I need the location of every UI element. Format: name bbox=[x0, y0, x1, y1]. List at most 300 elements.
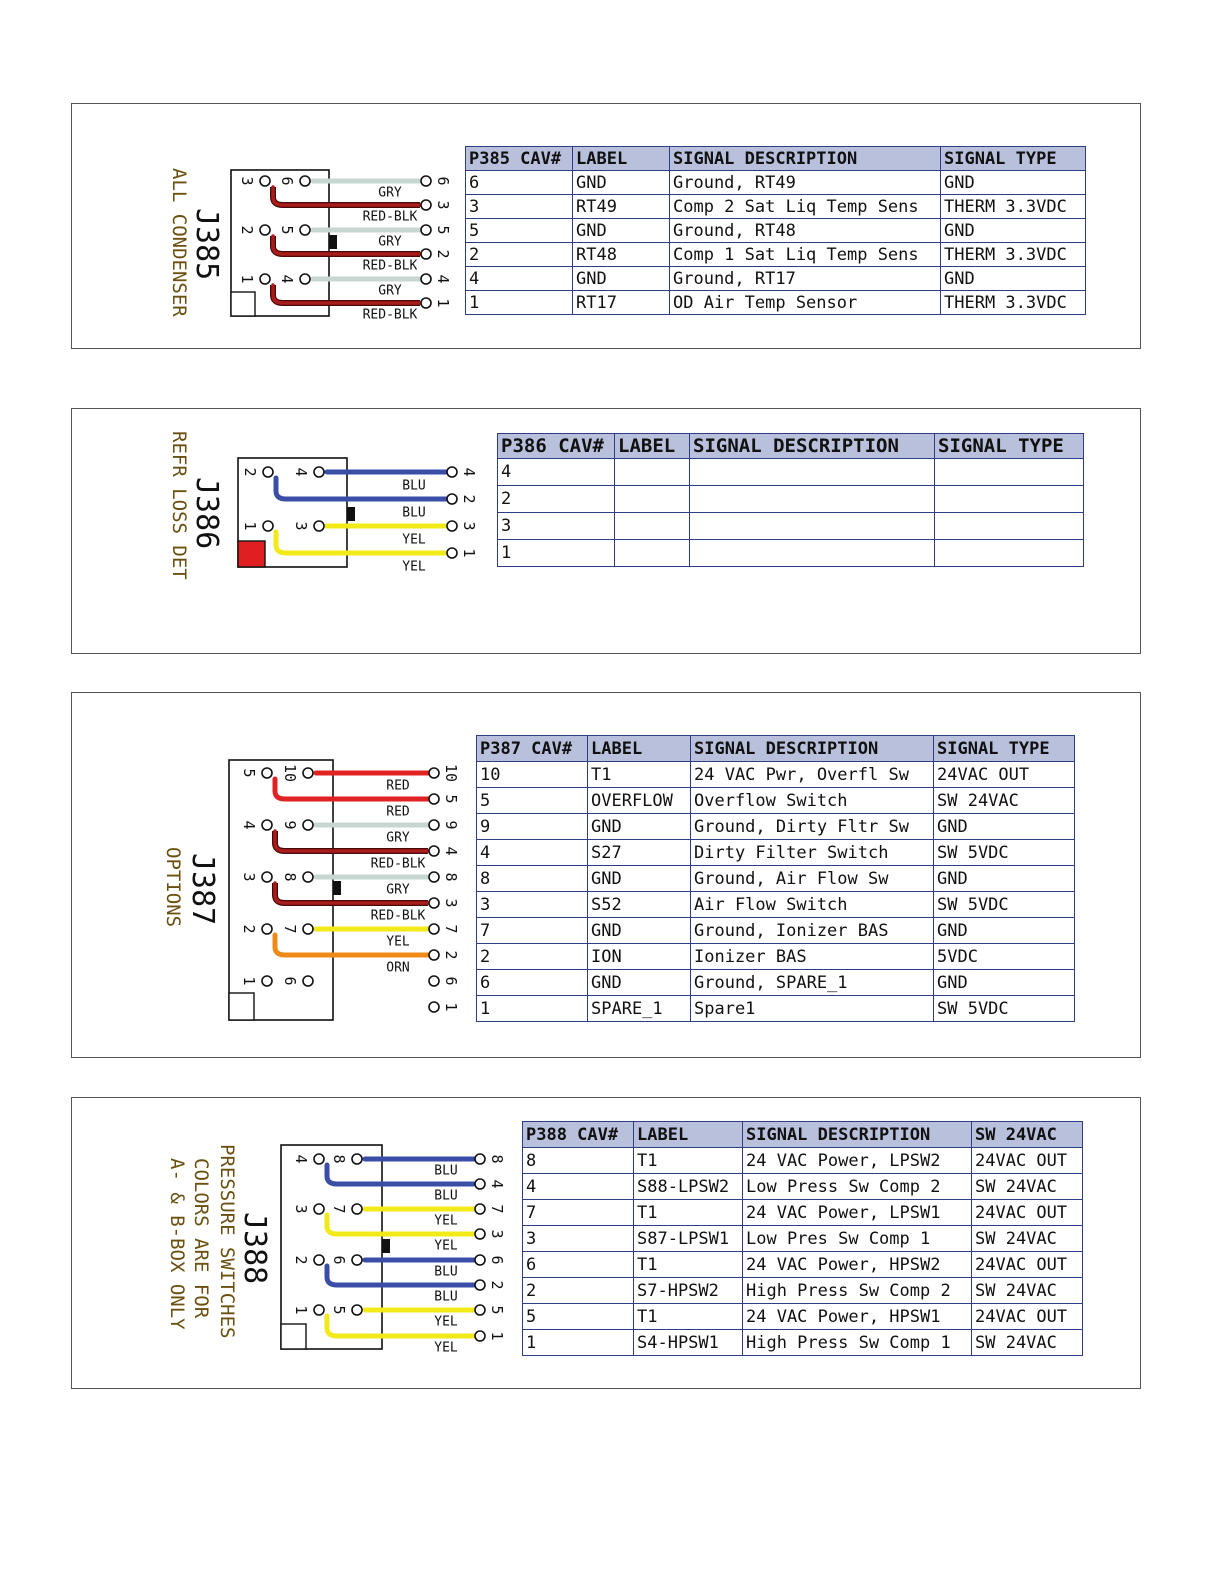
connector-key bbox=[281, 1324, 306, 1349]
header-pin-number: 1 bbox=[442, 1002, 460, 1012]
column-header: LABEL bbox=[615, 434, 690, 459]
table-cell: 7 bbox=[523, 1200, 634, 1226]
table-cell: OD Air Temp Sensor bbox=[670, 291, 941, 315]
table-cell: GND bbox=[588, 814, 691, 840]
header-pin-number: 5 bbox=[434, 225, 452, 235]
table-cell: Low Press Sw Comp 2 bbox=[743, 1174, 972, 1200]
table-cell bbox=[615, 486, 690, 513]
header-pin-number: 4 bbox=[488, 1179, 506, 1189]
table-row bbox=[466, 171, 1086, 195]
table-cell: Ground, Dirty Fltr Sw bbox=[691, 814, 934, 840]
table-cell: S52 bbox=[588, 892, 691, 918]
column-header: SIGNAL DESCRIPTION bbox=[670, 147, 941, 171]
table-cell: S88-LPSW2 bbox=[634, 1174, 743, 1200]
header-pin bbox=[429, 924, 439, 934]
housing-pin-number: 1 bbox=[292, 1305, 310, 1315]
table-cell: S27 bbox=[588, 840, 691, 866]
column-header: SIGNAL DESCRIPTION bbox=[743, 1122, 972, 1148]
wire-color-label: RED-BLK bbox=[362, 307, 418, 323]
housing-pin bbox=[303, 976, 313, 986]
table-row bbox=[466, 267, 1086, 291]
table-cell: 24 VAC Power, HPSW2 bbox=[743, 1252, 972, 1278]
table-cell bbox=[935, 459, 1084, 486]
table-row bbox=[498, 513, 1084, 540]
panel-j388 bbox=[71, 1097, 1141, 1389]
table-row bbox=[477, 892, 1075, 918]
table-cell: SW 5VDC bbox=[934, 996, 1075, 1022]
header-pin-number: 10 bbox=[442, 763, 460, 783]
wire-color-label: GRY bbox=[386, 830, 410, 846]
table-cell: GND bbox=[934, 866, 1075, 892]
table-row bbox=[477, 970, 1075, 996]
table-cell: Overflow Switch bbox=[691, 788, 934, 814]
connector-subtitle: ALL CONDENSER bbox=[168, 168, 190, 317]
table-row bbox=[523, 1304, 1083, 1330]
table-cell: 24 VAC Power, LPSW1 bbox=[743, 1200, 972, 1226]
connector-subtitle: A- & B-BOX ONLY bbox=[166, 1158, 188, 1330]
housing-pin-number: 8 bbox=[281, 872, 299, 882]
wire-color-label: RED bbox=[386, 778, 410, 794]
header-pin bbox=[429, 768, 439, 778]
header-pin-number: 4 bbox=[460, 467, 478, 477]
table-cell: 5 bbox=[466, 219, 573, 243]
header-pin bbox=[421, 298, 431, 308]
header-pin-number: 1 bbox=[488, 1331, 506, 1341]
wire-color-label: RED-BLK bbox=[370, 856, 426, 872]
column-header: SW 24VAC bbox=[972, 1122, 1083, 1148]
table-cell bbox=[935, 513, 1084, 540]
table-cell: 24VAC OUT bbox=[934, 762, 1075, 788]
wire-color-label: YEL bbox=[402, 559, 426, 575]
housing-pin bbox=[300, 225, 310, 235]
column-header: LABEL bbox=[573, 147, 670, 171]
table-cell: SW 24VAC bbox=[972, 1174, 1083, 1200]
connector-latch bbox=[347, 507, 355, 521]
table-cell: THERM 3.3VDC bbox=[941, 291, 1086, 315]
connector-key bbox=[238, 541, 265, 567]
table-cell: GND bbox=[941, 219, 1086, 243]
table-row bbox=[523, 1330, 1083, 1356]
table-cell: T1 bbox=[588, 762, 691, 788]
table-cell: 8 bbox=[477, 866, 588, 892]
wire-color-label: YEL bbox=[434, 1314, 458, 1330]
table-cell bbox=[935, 486, 1084, 513]
housing-pin bbox=[314, 521, 324, 531]
table-cell: SW 24VAC bbox=[972, 1330, 1083, 1356]
signal-table-p387 bbox=[476, 735, 1075, 1022]
housing-pin-number: 4 bbox=[292, 1154, 310, 1164]
table-cell: Ground, RT48 bbox=[670, 219, 941, 243]
header-pin bbox=[429, 846, 439, 856]
table-cell: T1 bbox=[634, 1252, 743, 1278]
table-cell: RT49 bbox=[573, 195, 670, 219]
table-cell: 24VAC OUT bbox=[972, 1200, 1083, 1226]
housing-pin bbox=[314, 1204, 324, 1214]
table-cell: GND bbox=[573, 171, 670, 195]
housing-pin-number: 5 bbox=[278, 225, 296, 235]
header-pin-number: 2 bbox=[434, 249, 452, 259]
housing-pin bbox=[314, 467, 324, 477]
table-cell: 8 bbox=[523, 1148, 634, 1174]
panel-j386 bbox=[71, 408, 1141, 654]
table-cell: SPARE_1 bbox=[588, 996, 691, 1022]
housing-pin-number: 6 bbox=[278, 176, 296, 186]
housing-pin bbox=[352, 1154, 362, 1164]
housing-pin-number: 2 bbox=[292, 1255, 310, 1265]
connector-key bbox=[229, 993, 254, 1020]
housing-pin-number: 1 bbox=[240, 976, 258, 986]
wire-color-label: RED-BLK bbox=[362, 258, 418, 274]
connector-subtitle: PRESSURE SWITCHES bbox=[216, 1144, 238, 1339]
table-cell: 6 bbox=[466, 171, 573, 195]
header-pin-number: 2 bbox=[488, 1280, 506, 1290]
header-pin-number: 3 bbox=[434, 200, 452, 210]
header-pin bbox=[447, 467, 457, 477]
table-cell bbox=[615, 540, 690, 567]
panel-j387 bbox=[71, 692, 1141, 1058]
housing-pin-number: 9 bbox=[281, 820, 299, 830]
table-cell: ION bbox=[588, 944, 691, 970]
housing-pin bbox=[352, 1204, 362, 1214]
header-pin-number: 7 bbox=[488, 1204, 506, 1214]
connector-title: J387 bbox=[185, 853, 220, 926]
table-row bbox=[523, 1226, 1083, 1252]
housing-pin bbox=[303, 820, 313, 830]
header-pin bbox=[475, 1255, 485, 1265]
table-row bbox=[466, 291, 1086, 315]
table-cell: Ground, RT17 bbox=[670, 267, 941, 291]
header-pin-number: 3 bbox=[488, 1229, 506, 1239]
table-cell: Air Flow Switch bbox=[691, 892, 934, 918]
header-pin-number: 4 bbox=[434, 274, 452, 284]
housing-pin bbox=[314, 1255, 324, 1265]
table-cell: T1 bbox=[634, 1148, 743, 1174]
column-header: P385 CAV# bbox=[466, 147, 573, 171]
table-cell: RT17 bbox=[573, 291, 670, 315]
table-cell: SW 24VAC bbox=[934, 788, 1075, 814]
wire-color-label: BLU bbox=[434, 1289, 458, 1305]
wire-color-label: ORN bbox=[386, 960, 410, 976]
table-cell: Ionizer BAS bbox=[691, 944, 934, 970]
table-cell: 24 VAC Power, HPSW1 bbox=[743, 1304, 972, 1330]
header-pin bbox=[475, 1179, 485, 1189]
wire-color-label: BLU bbox=[402, 505, 426, 521]
housing-pin bbox=[300, 274, 310, 284]
wire-color-label: BLU bbox=[434, 1163, 458, 1179]
housing-pin bbox=[352, 1255, 362, 1265]
header-pin-number: 1 bbox=[460, 548, 478, 558]
housing-pin bbox=[303, 768, 313, 778]
table-cell: RT48 bbox=[573, 243, 670, 267]
column-header: P387 CAV# bbox=[477, 736, 588, 762]
table-cell: GND bbox=[934, 970, 1075, 996]
wire-color-label: YEL bbox=[402, 532, 426, 548]
table-cell bbox=[690, 486, 935, 513]
table-row bbox=[523, 1252, 1083, 1278]
table-cell: 24VAC OUT bbox=[972, 1148, 1083, 1174]
table-cell: 7 bbox=[477, 918, 588, 944]
wire-color-label: YEL bbox=[434, 1238, 458, 1254]
wire-color-label: BLU bbox=[402, 478, 426, 494]
housing-pin bbox=[314, 1305, 324, 1315]
table-cell bbox=[935, 540, 1084, 567]
table-cell: SW 5VDC bbox=[934, 840, 1075, 866]
header-pin-number: 4 bbox=[442, 846, 460, 856]
header-pin bbox=[475, 1229, 485, 1239]
table-cell: SW 5VDC bbox=[934, 892, 1075, 918]
connector-latch bbox=[333, 881, 341, 895]
table-cell: S7-HPSW2 bbox=[634, 1278, 743, 1304]
housing-pin-number: 4 bbox=[292, 467, 310, 477]
table-cell: 9 bbox=[477, 814, 588, 840]
header-pin bbox=[475, 1331, 485, 1341]
table-row bbox=[466, 219, 1086, 243]
wire-color-label: GRY bbox=[378, 283, 402, 299]
table-cell: 4 bbox=[498, 459, 615, 486]
table-row bbox=[523, 1200, 1083, 1226]
signal-table-p385 bbox=[465, 146, 1086, 315]
table-cell: 24 VAC Power, LPSW2 bbox=[743, 1148, 972, 1174]
table-cell bbox=[690, 513, 935, 540]
table-cell bbox=[615, 459, 690, 486]
wire-color-label: YEL bbox=[386, 934, 410, 950]
housing-pin bbox=[262, 976, 272, 986]
table-cell: 2 bbox=[498, 486, 615, 513]
housing-pin-number: 5 bbox=[330, 1305, 348, 1315]
header-pin bbox=[421, 176, 431, 186]
housing-pin-number: 2 bbox=[238, 225, 256, 235]
header-pin bbox=[475, 1305, 485, 1315]
table-cell: 3 bbox=[523, 1226, 634, 1252]
header-pin-number: 2 bbox=[442, 950, 460, 960]
table-cell: SW 24VAC bbox=[972, 1278, 1083, 1304]
table-cell: Ground, Ionizer BAS bbox=[691, 918, 934, 944]
connector-subtitle: REFR LOSS DET bbox=[168, 431, 190, 580]
connector-title: J388 bbox=[237, 1212, 272, 1285]
header-pin bbox=[429, 898, 439, 908]
table-cell: 3 bbox=[466, 195, 573, 219]
table-cell: Ground, SPARE_1 bbox=[691, 970, 934, 996]
table-cell: High Press Sw Comp 1 bbox=[743, 1330, 972, 1356]
table-cell: 2 bbox=[477, 944, 588, 970]
table-cell bbox=[615, 513, 690, 540]
table-cell: Comp 1 Sat Liq Temp Sens bbox=[670, 243, 941, 267]
column-header: P388 CAV# bbox=[523, 1122, 634, 1148]
table-cell: THERM 3.3VDC bbox=[941, 195, 1086, 219]
housing-pin bbox=[260, 274, 270, 284]
housing-pin-number: 2 bbox=[241, 467, 259, 477]
table-cell: 4 bbox=[477, 840, 588, 866]
wire-color-label: RED bbox=[386, 804, 410, 820]
signal-table-p388 bbox=[522, 1121, 1083, 1356]
housing-pin-number: 8 bbox=[330, 1154, 348, 1164]
header-pin-number: 6 bbox=[488, 1255, 506, 1265]
header-pin bbox=[429, 950, 439, 960]
table-row bbox=[477, 996, 1075, 1022]
table-cell: 10 bbox=[477, 762, 588, 788]
table-cell: GND bbox=[573, 219, 670, 243]
housing-pin bbox=[262, 768, 272, 778]
table-cell: 3 bbox=[498, 513, 615, 540]
table-cell: Spare1 bbox=[691, 996, 934, 1022]
housing-pin-number: 1 bbox=[238, 274, 256, 284]
housing-pin bbox=[262, 820, 272, 830]
table-cell: 4 bbox=[466, 267, 573, 291]
housing-pin-number: 4 bbox=[278, 274, 296, 284]
table-cell: GND bbox=[588, 866, 691, 892]
wire-color-label: RED-BLK bbox=[362, 209, 418, 225]
header-pin bbox=[421, 225, 431, 235]
header-pin-number: 7 bbox=[442, 924, 460, 934]
table-cell: 1 bbox=[466, 291, 573, 315]
header-pin-number: 6 bbox=[442, 976, 460, 986]
table-cell: GND bbox=[941, 267, 1086, 291]
table-row bbox=[498, 540, 1084, 567]
housing-pin-number: 2 bbox=[240, 924, 258, 934]
header-pin bbox=[475, 1280, 485, 1290]
housing-pin bbox=[262, 924, 272, 934]
table-row bbox=[523, 1174, 1083, 1200]
wire-color-label: BLU bbox=[434, 1188, 458, 1204]
signal-table-p386 bbox=[497, 433, 1084, 567]
housing-pin bbox=[262, 872, 272, 882]
header-pin bbox=[447, 548, 457, 558]
header-pin bbox=[475, 1154, 485, 1164]
table-row bbox=[477, 788, 1075, 814]
housing-pin-number: 1 bbox=[241, 521, 259, 531]
table-cell: 24VAC OUT bbox=[972, 1304, 1083, 1330]
header-pin-number: 8 bbox=[442, 872, 460, 882]
connector-latch bbox=[382, 1239, 390, 1253]
column-header: LABEL bbox=[634, 1122, 743, 1148]
header-pin bbox=[447, 521, 457, 531]
header-pin bbox=[429, 872, 439, 882]
housing-pin bbox=[263, 467, 273, 477]
table-cell bbox=[690, 459, 935, 486]
housing-pin bbox=[352, 1305, 362, 1315]
housing-pin bbox=[303, 872, 313, 882]
housing-pin-number: 10 bbox=[281, 763, 299, 783]
housing-pin-number: 3 bbox=[238, 176, 256, 186]
connector-latch bbox=[329, 235, 337, 249]
column-header: LABEL bbox=[588, 736, 691, 762]
table-cell: T1 bbox=[634, 1304, 743, 1330]
table-cell: Low Pres Sw Comp 1 bbox=[743, 1226, 972, 1252]
housing-pin-number: 6 bbox=[281, 976, 299, 986]
table-row bbox=[523, 1148, 1083, 1174]
housing-pin bbox=[314, 1154, 324, 1164]
table-row bbox=[477, 762, 1075, 788]
header-pin bbox=[429, 794, 439, 804]
table-cell: Comp 2 Sat Liq Temp Sens bbox=[670, 195, 941, 219]
header-pin bbox=[429, 1002, 439, 1012]
table-cell: GND bbox=[934, 814, 1075, 840]
table-cell: S87-LPSW1 bbox=[634, 1226, 743, 1252]
table-cell: GND bbox=[573, 267, 670, 291]
table-cell: 2 bbox=[523, 1278, 634, 1304]
column-header: SIGNAL TYPE bbox=[935, 434, 1084, 459]
wire-color-label: YEL bbox=[434, 1340, 458, 1356]
table-cell: 5 bbox=[523, 1304, 634, 1330]
housing-pin bbox=[260, 176, 270, 186]
header-pin bbox=[429, 820, 439, 830]
header-pin-number: 6 bbox=[434, 176, 452, 186]
table-cell: S4-HPSW1 bbox=[634, 1330, 743, 1356]
table-cell: GND bbox=[588, 970, 691, 996]
table-cell: 24VAC OUT bbox=[972, 1252, 1083, 1278]
header-pin bbox=[421, 274, 431, 284]
table-cell: SW 24VAC bbox=[972, 1226, 1083, 1252]
table-row bbox=[498, 459, 1084, 486]
housing-pin-number: 3 bbox=[292, 1204, 310, 1214]
table-cell: 5VDC bbox=[934, 944, 1075, 970]
table-cell: Ground, RT49 bbox=[670, 171, 941, 195]
table-cell bbox=[690, 540, 935, 567]
connector-title: J385 bbox=[189, 208, 224, 281]
table-cell: 6 bbox=[523, 1252, 634, 1278]
connector-subtitle: OPTIONS bbox=[162, 847, 184, 928]
column-header: SIGNAL TYPE bbox=[934, 736, 1075, 762]
header-pin-number: 5 bbox=[442, 794, 460, 804]
housing-pin bbox=[260, 225, 270, 235]
table-cell: Dirty Filter Switch bbox=[691, 840, 934, 866]
header-pin bbox=[475, 1204, 485, 1214]
table-row bbox=[466, 243, 1086, 267]
connector-key bbox=[231, 292, 255, 316]
housing-pin bbox=[300, 176, 310, 186]
header-pin-number: 1 bbox=[434, 298, 452, 308]
table-cell: High Press Sw Comp 2 bbox=[743, 1278, 972, 1304]
housing-pin-number: 5 bbox=[240, 768, 258, 778]
table-cell: 5 bbox=[477, 788, 588, 814]
housing-pin bbox=[303, 924, 313, 934]
table-cell: OVERFLOW bbox=[588, 788, 691, 814]
header-pin-number: 3 bbox=[442, 898, 460, 908]
header-pin-number: 9 bbox=[442, 820, 460, 830]
header-pin-number: 5 bbox=[488, 1305, 506, 1315]
header-pin bbox=[447, 494, 457, 504]
table-cell: THERM 3.3VDC bbox=[941, 243, 1086, 267]
wire-color-label: BLU bbox=[434, 1264, 458, 1280]
table-row bbox=[477, 814, 1075, 840]
table-cell: 6 bbox=[477, 970, 588, 996]
header-pin-number: 2 bbox=[460, 494, 478, 504]
housing-pin-number: 3 bbox=[240, 872, 258, 882]
header-pin bbox=[429, 976, 439, 986]
table-row bbox=[477, 840, 1075, 866]
wire-color-label: GRY bbox=[386, 882, 410, 898]
table-cell: 4 bbox=[523, 1174, 634, 1200]
wire-color-label: RED-BLK bbox=[370, 908, 426, 924]
table-cell: T1 bbox=[634, 1200, 743, 1226]
table-cell: 1 bbox=[523, 1330, 634, 1356]
column-header: SIGNAL DESCRIPTION bbox=[691, 736, 934, 762]
table-cell: 1 bbox=[498, 540, 615, 567]
header-pin bbox=[421, 249, 431, 259]
panel-j385 bbox=[71, 103, 1141, 349]
table-row bbox=[477, 944, 1075, 970]
table-row bbox=[498, 486, 1084, 513]
table-cell: 24 VAC Pwr, Overfl Sw bbox=[691, 762, 934, 788]
table-cell: 2 bbox=[466, 243, 573, 267]
header-pin bbox=[421, 200, 431, 210]
connector-title: J386 bbox=[189, 477, 224, 550]
table-cell: GND bbox=[588, 918, 691, 944]
housing-pin-number: 4 bbox=[240, 820, 258, 830]
housing-pin-number: 7 bbox=[330, 1204, 348, 1214]
wire-color-label: GRY bbox=[378, 234, 402, 250]
column-header: SIGNAL DESCRIPTION bbox=[690, 434, 935, 459]
